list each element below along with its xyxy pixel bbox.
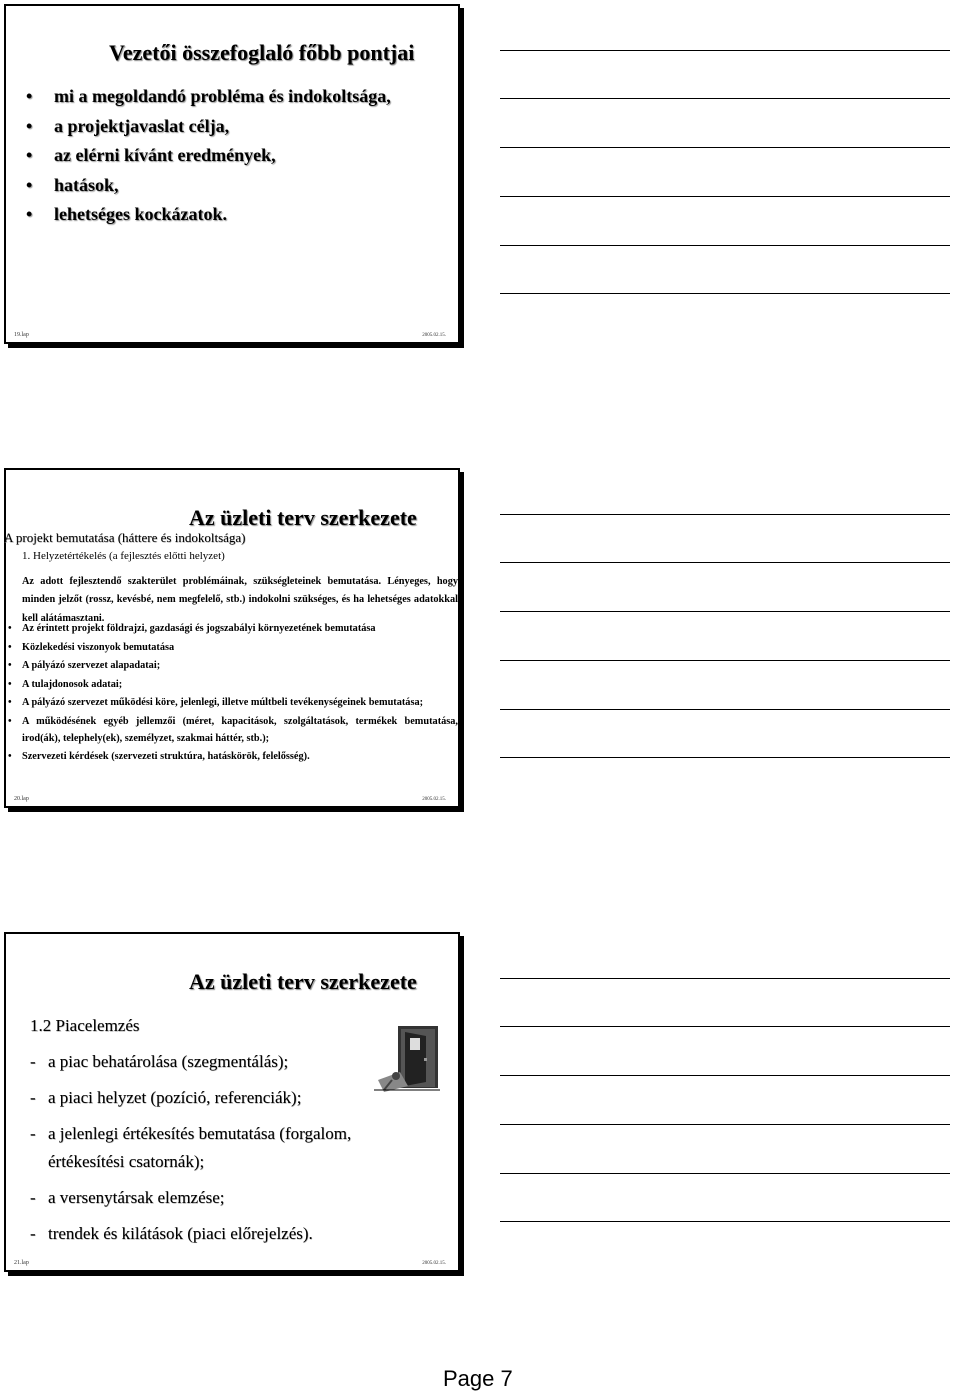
bullet-icon: • — [26, 115, 33, 136]
note-line — [500, 562, 950, 563]
list-item: - a jelenlegi értékesítés bemutatása (forgalom, értékesítési csatornák); — [30, 1124, 352, 1171]
note-line — [500, 514, 950, 515]
slide-subtitle: A projekt bemutatása (háttere és indokoltsága) — [4, 530, 246, 545]
note-line — [500, 50, 950, 51]
bullet-icon: • — [8, 751, 12, 762]
slide-date: 2005.02.15. — [422, 333, 446, 338]
note-line — [500, 1221, 950, 1222]
slide-19 — [4, 4, 460, 344]
note-line — [500, 709, 950, 710]
bullet-icon: • — [8, 641, 12, 653]
slide-number: 21.lap — [14, 1260, 29, 1266]
bullet-icon: • — [8, 715, 12, 727]
slide-title: Az üzleti terv szerkezete — [189, 969, 417, 994]
list-item: - a piac behatárolása (szegmentálás); — [30, 1052, 289, 1071]
bullet-list — [6, 620, 458, 767]
note-line — [500, 98, 950, 99]
list-item: • A pályázó szervezet alapadatai; — [6, 657, 458, 674]
note-line — [500, 147, 950, 148]
list-item: • hatások, — [22, 171, 391, 201]
note-line — [500, 611, 950, 612]
note-line — [500, 1075, 950, 1076]
list-item: • lehetséges kockázatok. — [22, 200, 391, 230]
bullet-icon: • — [26, 204, 33, 224]
page-number: Page 7 — [443, 1366, 513, 1391]
note-line — [500, 1026, 950, 1027]
list-item: • A pályázó szervezet működési köre, jelenlegi, illetve múltbeli tevékenységeinek bemutatása; — [6, 694, 458, 711]
note-line — [500, 1173, 950, 1174]
note-line — [500, 1124, 950, 1125]
paragraph: Az adott fejlesztendő szakterület problémáinak, szükségleteinek bemutatása. Lényeges, hogy minden jelzőt (rossz, kevésbé, nem megfelelő, stb.) indokolni szükséges, és ha lehetséges adatokkal kell alátámasztani. — [22, 576, 458, 624]
list-item: • A működésének egyéb jellemzői (méret, kapacitások, szolgáltatások, termékek bemutatása, irod(ák), telephely(ek), személyzet, szakmai háttér, stb.); — [6, 713, 458, 747]
list-item: • Az érintett projekt földrajzi, gazdasági és jogszabályi környezetének bemutatása — [6, 620, 458, 637]
slide-number: 19.lap — [14, 332, 29, 338]
note-line — [500, 757, 950, 758]
slide-21 — [4, 932, 460, 1272]
note-line — [500, 978, 950, 979]
bullet-icon: • — [8, 697, 12, 708]
list-item: - trendek és kilátások (piaci előrejelzés). — [30, 1224, 313, 1243]
note-line — [500, 660, 950, 661]
door-icon — [374, 1024, 444, 1094]
slide-number: 20.lap — [14, 796, 29, 802]
list-item: • az elérni kívánt eredmények, — [22, 141, 391, 171]
bullet-icon: • — [8, 623, 12, 634]
bullet-icon: • — [26, 86, 33, 106]
slide-title: Vezetői összefoglaló főbb pontjai — [109, 40, 415, 65]
numbered-item: 1. Helyzetértékelés (a fejlesztés előtti helyzet) — [22, 550, 225, 562]
list-item: • a projektjavaslat célja, — [22, 112, 391, 142]
list-item: • A tulajdonosok adatai; — [6, 676, 458, 693]
list-item: • Szervezeti kérdések (szervezeti struktúra, hatáskörök, felelősség). — [6, 748, 458, 765]
note-line — [500, 196, 950, 197]
slide-title: Az üzleti terv szerkezete — [189, 505, 417, 530]
note-line — [500, 245, 950, 246]
slide-20 — [4, 468, 460, 808]
bullet-list — [22, 82, 391, 230]
bullet-icon: • — [8, 678, 12, 690]
section-heading: 1.2 Piacelemzés — [30, 1016, 140, 1035]
list-item: - a versenytársak elemzése; — [30, 1188, 225, 1207]
list-item: - a piaci helyzet (pozíció, referenciák); — [30, 1088, 302, 1107]
list-item: • mi a megoldandó probléma és indokoltsága, — [22, 82, 391, 112]
bullet-icon: • — [26, 145, 33, 165]
list-item: • Közlekedési viszonyok bemutatása — [6, 639, 458, 656]
bullet-icon: • — [26, 174, 33, 195]
slide-date: 2005.02.15. — [422, 797, 446, 802]
bullet-icon: • — [8, 660, 12, 671]
slide-date: 2005.02.15. — [422, 1261, 446, 1266]
note-line — [500, 293, 950, 294]
